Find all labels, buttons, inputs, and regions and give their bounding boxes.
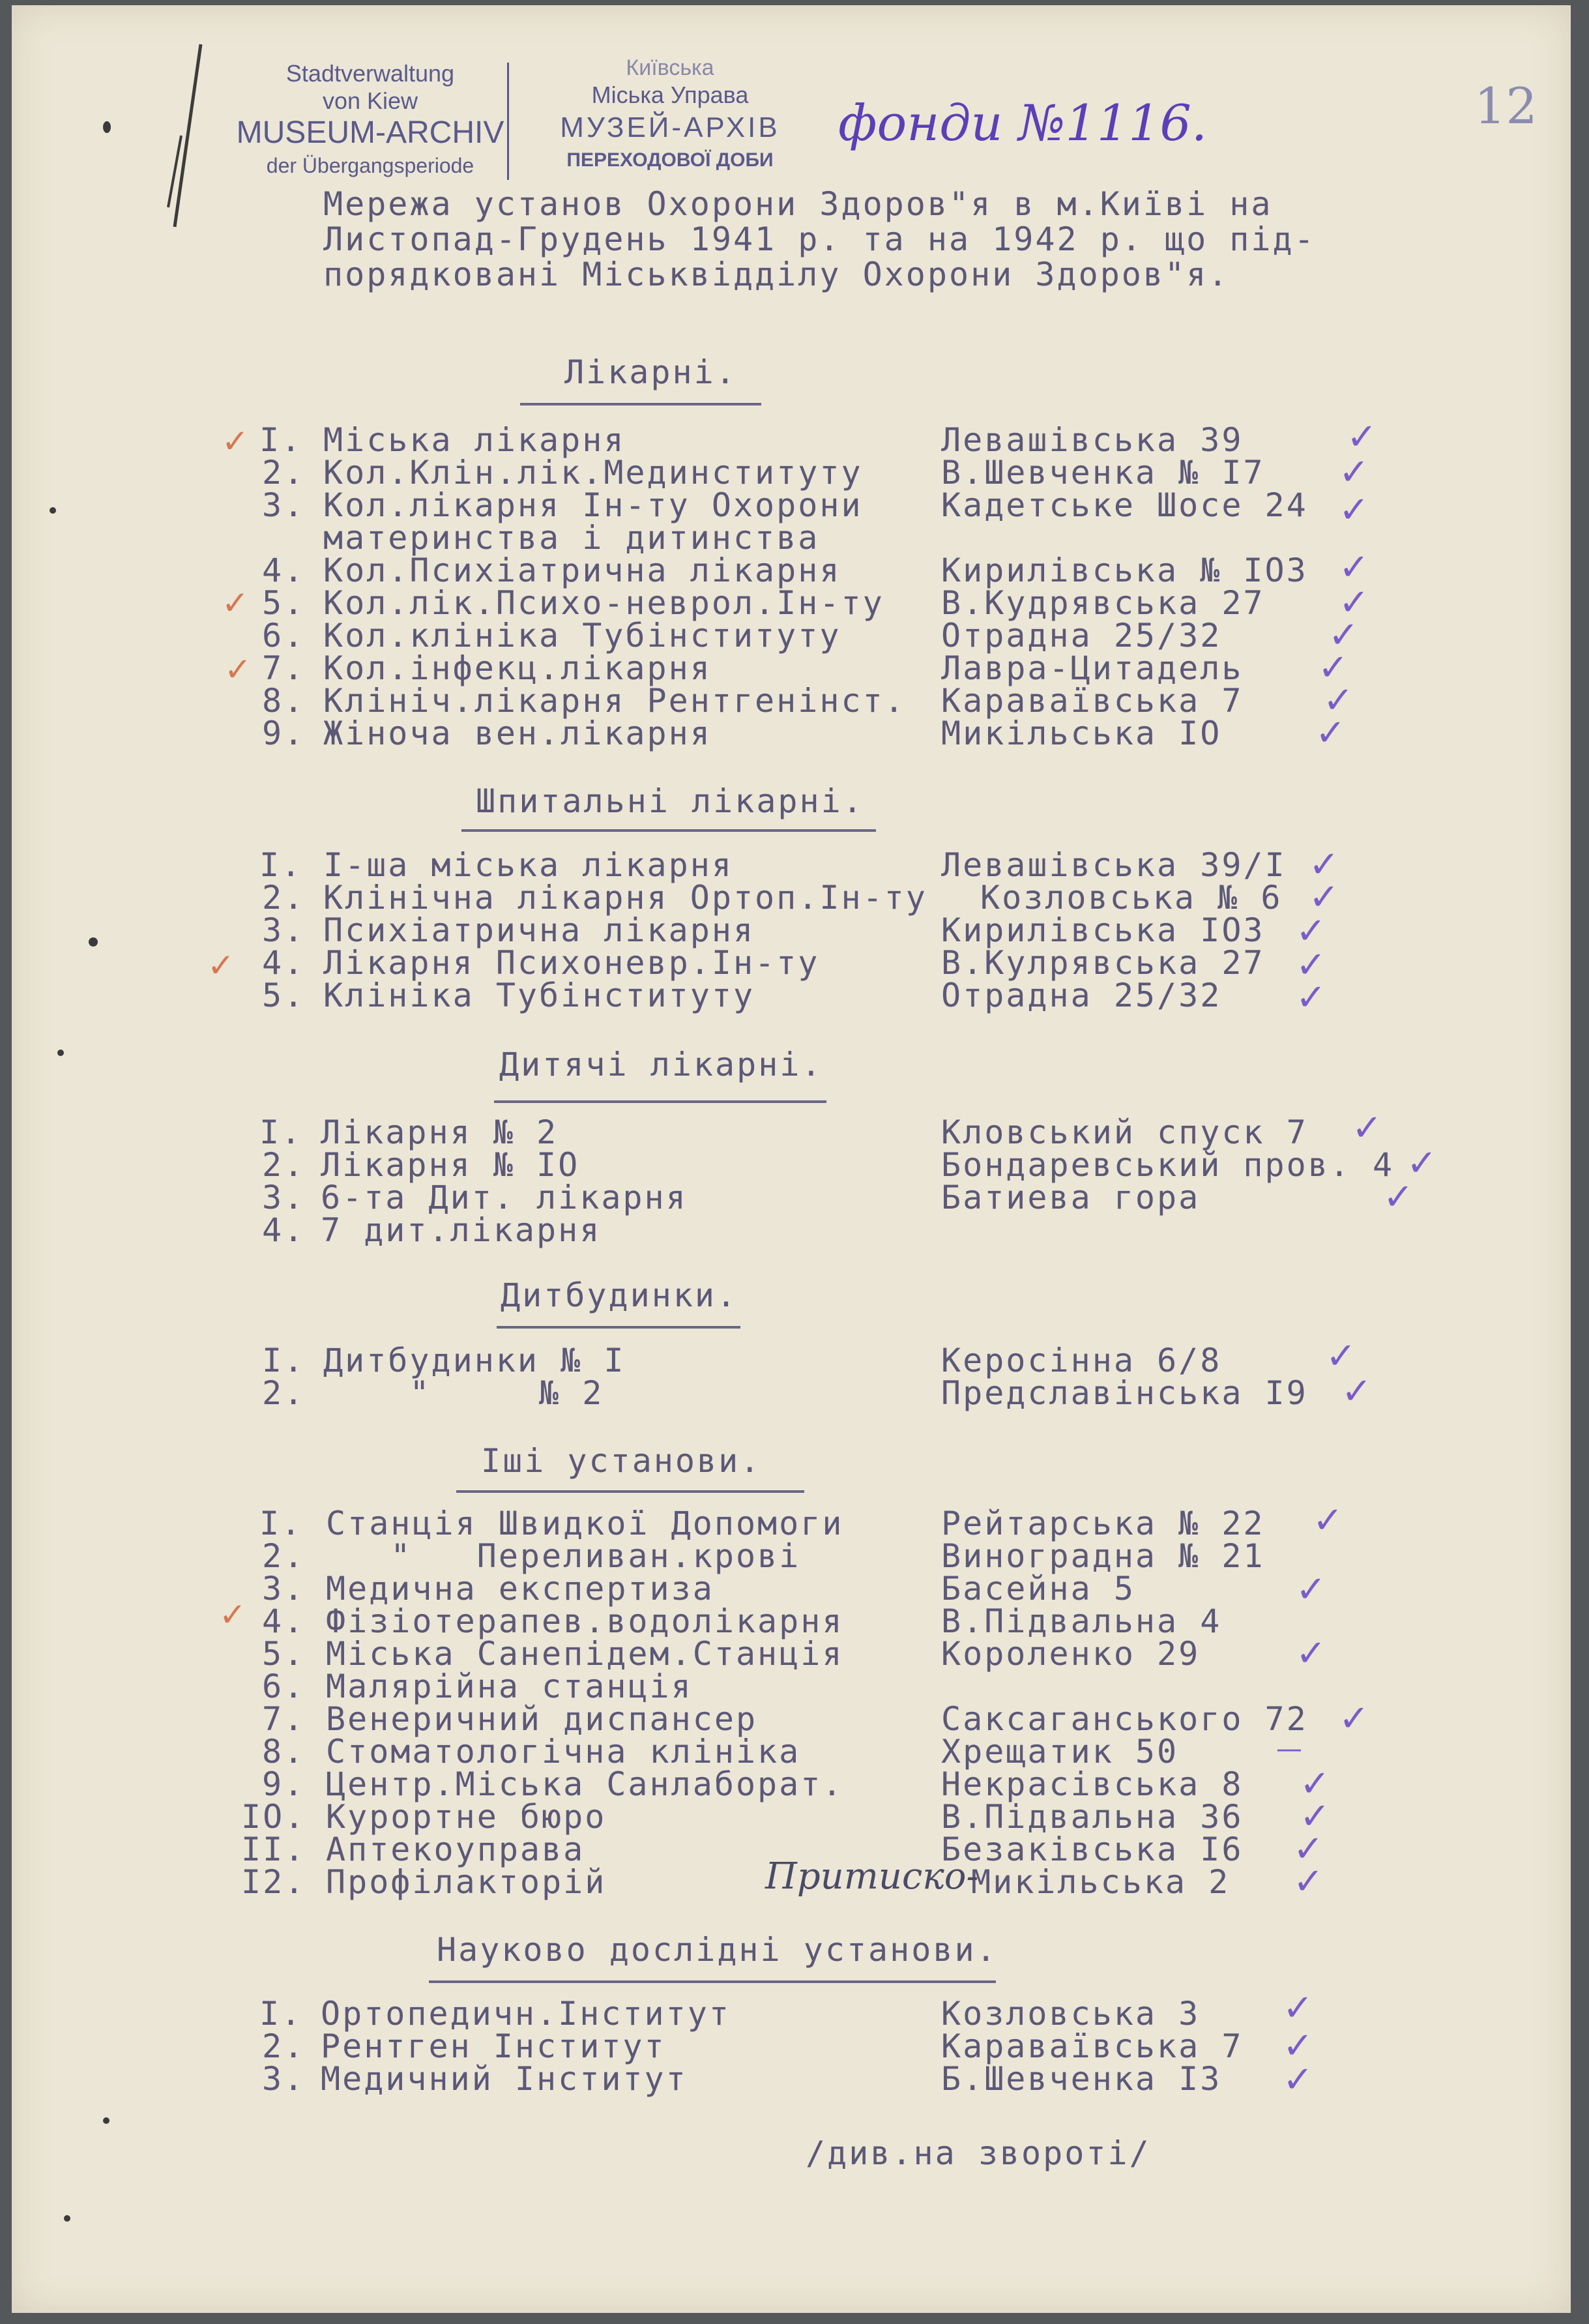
heading-underline: [461, 829, 876, 832]
check-mark-icon: ✓: [1300, 1795, 1330, 1838]
check-mark-icon: ✓: [1339, 451, 1369, 493]
check-mark-icon: ✓: [1383, 1176, 1414, 1218]
stamp-divider: [507, 63, 509, 180]
row-name: I-ша міська лікарня: [323, 846, 733, 884]
row-address: Батиева гора: [941, 1179, 1201, 1216]
section-heading: Шпитальні лікарні.: [476, 782, 864, 820]
row-address: В.Підвальна 4: [941, 1602, 1222, 1640]
row-name: Жіноча вен.лікарня: [323, 714, 712, 752]
row-address: Козловська 3: [941, 1995, 1201, 2033]
check-mark-icon: ✓: [1318, 647, 1348, 689]
row-address: Караваївська 7: [941, 682, 1244, 720]
check-mark-icon: ✓: [1296, 1568, 1326, 1611]
row-name: Кол.Клін.лік.Мединституту: [323, 454, 863, 492]
row-num: 2.: [262, 2027, 306, 2065]
check-mark-icon: ✓: [1309, 876, 1339, 919]
check-mark-icon: ✓: [1283, 2059, 1313, 2101]
row-num: 3.: [262, 911, 306, 949]
row-address: Хрещатик 50: [941, 1733, 1179, 1771]
row-num: 4.: [262, 1602, 306, 1640]
row-address: Отрадна 25/32: [941, 977, 1222, 1014]
archive-stamp-ua: [520, 55, 820, 175]
row-num: 2.: [262, 879, 306, 917]
row-num: 2.: [262, 454, 306, 492]
row-address: Кадетське Шосе 24: [941, 486, 1308, 524]
check-mark-icon: ✓: [1296, 977, 1326, 1019]
row-num: 5.: [262, 584, 306, 622]
section-heading: Іші установи.: [481, 1442, 762, 1480]
row-address: Бондаревський пров. 4: [941, 1146, 1395, 1184]
row-name: Кол.інфекц.лікарня: [323, 649, 712, 687]
section-heading: Дитячі лікарні.: [499, 1046, 823, 1083]
page-number: 12: [1474, 77, 1538, 135]
check-mark-icon: ✓: [1326, 1335, 1356, 1377]
check-mark-icon: ✓: [1296, 1632, 1326, 1675]
document-page: [12, 5, 1571, 2313]
row-name: Дитбудинки № I: [323, 1342, 626, 1379]
check-mark-icon: ✓: [1341, 1370, 1372, 1413]
stamp-ua-line4: ПЕРЕХОДОВОЇ ДОБИ: [566, 149, 774, 171]
row-address: Саксаганського 72: [941, 1700, 1308, 1738]
stamp-ua-line3: МУЗЕЙ-АРХІВ: [560, 111, 780, 143]
stamp-de-line4: der Übergangsperiode: [266, 154, 474, 177]
row-name: Кол.лікарня Ін-ту Охорони: [323, 486, 863, 524]
red-check-mark-icon: ✓: [219, 1596, 246, 1634]
row-num: 2.: [262, 1146, 306, 1184]
check-mark-icon: ✓: [1300, 1763, 1330, 1805]
row-address: Керосінна 6/8: [941, 1342, 1222, 1379]
row-num: I.: [262, 1342, 306, 1379]
row-name: Рентген Інститут: [321, 2027, 666, 2065]
row-num: 6.: [262, 1668, 306, 1705]
row-num: IO.: [241, 1798, 306, 1836]
row-address: Левашівська 39: [941, 421, 1244, 459]
check-mark-icon: —: [1276, 1734, 1302, 1764]
row-name: Фізіотерапев.водолікарня: [326, 1602, 844, 1640]
row-num: I.: [259, 1505, 303, 1542]
red-check-mark-icon: ✓: [222, 422, 249, 460]
binder-hole: [103, 121, 111, 133]
row-address: Виноградна № 21: [941, 1537, 1265, 1575]
title-line-2: Листопад-Грудень 1941 р. та на 1942 р. що під-: [323, 220, 1316, 258]
row-name: Курортне бюро: [326, 1798, 607, 1836]
row-name: Клініч.лікарня Рентгенінст.: [323, 682, 906, 720]
row-num: 9.: [262, 1765, 306, 1803]
row-num: I.: [259, 421, 303, 459]
row-name: Станція Швидкої Допомоги: [326, 1505, 844, 1542]
row-address: Кловський спуск 7: [941, 1113, 1308, 1151]
handwritten-note: Притиско-: [765, 1855, 979, 1898]
row-num: 5.: [262, 1635, 306, 1673]
row-num: I.: [259, 1995, 303, 2033]
binder-hole: [103, 2117, 109, 2124]
row-num: 3.: [262, 2060, 306, 2098]
row-name: Клінічна лікарня Ортоп.Ін-ту: [323, 879, 927, 917]
heading-underline: [520, 403, 761, 405]
row-address: Левашівська 39/I: [941, 846, 1287, 884]
check-mark-icon: ✓: [1339, 581, 1369, 624]
row-address: Б.Шевченка I3: [941, 2060, 1222, 2098]
row-num: 3.: [262, 1570, 306, 1608]
row-name: материнства і дитинства: [323, 519, 820, 557]
check-mark-icon: ✓: [1293, 1828, 1324, 1870]
check-mark-icon: ✓: [1313, 1499, 1343, 1542]
red-check-mark-icon: ✓: [224, 651, 252, 688]
row-address: Отрадна 25/32: [941, 617, 1222, 655]
check-mark-icon: ✓: [1347, 416, 1377, 458]
check-mark-icon: ✓: [1407, 1142, 1437, 1184]
row-name: Міська лікарня: [323, 421, 626, 459]
check-mark-icon: ✓: [1283, 2025, 1313, 2067]
row-address: Короленко 29: [941, 1635, 1201, 1673]
heading-underline: [497, 1326, 740, 1329]
row-address: Некрасівська 8: [941, 1765, 1244, 1803]
row-address: Басейна 5: [941, 1570, 1135, 1608]
row-address: Кирилівська № IO3: [941, 552, 1308, 589]
row-name: Стоматологічна клініка: [326, 1733, 801, 1771]
row-num: 8.: [262, 1733, 306, 1771]
check-mark-icon: ✓: [1283, 1987, 1313, 2029]
check-mark-icon: ✓: [1339, 546, 1369, 589]
row-address: Безаківська I6: [941, 1831, 1244, 1868]
row-name: Медичний Інститут: [321, 2060, 688, 2098]
row-name: Психіатрична лікарня: [323, 911, 755, 949]
row-address: Предславінська I9: [941, 1374, 1308, 1412]
row-name: 6-та Дит. лікарня: [321, 1179, 688, 1216]
stamp-ua-line2: Міська Управа: [591, 81, 749, 108]
row-name: Ортопедичн.Інститут: [321, 1995, 731, 2033]
row-name: Венеричний диспансер: [326, 1700, 758, 1738]
row-num: II.: [241, 1831, 306, 1868]
row-num: 2.: [262, 1537, 306, 1575]
row-num: 4.: [262, 1211, 306, 1249]
row-name: Лікарня Психоневр.Ін-ту: [323, 944, 820, 982]
check-mark-icon: ✓: [1323, 679, 1354, 722]
heading-underline: [456, 1490, 804, 1493]
fond-number-note: фонди №1116.: [838, 94, 1208, 152]
row-num: 3.: [262, 486, 306, 524]
row-name: Кол.клініка Тубінституту: [323, 617, 841, 655]
red-check-mark-icon: ✓: [222, 584, 249, 622]
check-mark-icon: ✓: [1315, 712, 1346, 754]
row-address: Караваївська 7: [941, 2027, 1244, 2065]
heading-underline: [494, 1100, 826, 1103]
row-address: В.Підвальна 36: [941, 1798, 1244, 1836]
check-mark-icon: ✓: [1293, 1861, 1324, 1903]
row-address: В.Кулрявська 27: [941, 944, 1265, 982]
check-mark-icon: ✓: [1296, 910, 1326, 952]
row-num: 7.: [262, 649, 306, 687]
binder-hole: [57, 1050, 64, 1056]
section-heading: Дитбудинки.: [501, 1276, 738, 1314]
title-line-1: Мережа установ Охорони Здоров"я в м.Київі на: [323, 185, 1273, 223]
row-address: Кирилівська IO3: [941, 911, 1265, 949]
row-name: Лікарня № 2: [321, 1113, 559, 1151]
check-mark-icon: ✓: [1339, 1698, 1369, 1740]
row-name: Центр.Міська Санлаборат.: [326, 1765, 844, 1803]
row-name: " № 2: [323, 1374, 604, 1412]
row-num: 7.: [262, 1700, 306, 1738]
row-name: Малярійна станція: [326, 1668, 693, 1705]
row-name: " Переливан.крові: [326, 1537, 801, 1575]
row-num: 6.: [262, 617, 306, 655]
archive-stamp: [220, 60, 520, 180]
row-num: I2.: [241, 1863, 306, 1901]
row-name: Кол.лік.Психо-неврол.Ін-ту: [323, 584, 884, 622]
row-num: 9.: [262, 714, 306, 752]
row-num: 5.: [262, 977, 306, 1014]
section-heading: Науково дослідні установи.: [437, 1931, 998, 1969]
footer-note: /див.на звороті/: [806, 2134, 1151, 2172]
check-mark-icon: ✓: [1339, 489, 1369, 531]
stamp-de-line1: Stadtverwaltung: [285, 60, 455, 87]
binder-hole: [50, 507, 56, 514]
row-num: 4.: [262, 552, 306, 589]
red-check-mark-icon: ✓: [207, 947, 235, 984]
row-name: Аптекоуправа: [326, 1831, 585, 1868]
row-name: Медична експертиза: [326, 1570, 714, 1608]
row-address: Козловська № 6: [980, 879, 1283, 917]
check-mark-icon: ✓: [1296, 944, 1326, 986]
row-name: Кол.Психіатрична лікарня: [323, 552, 841, 589]
row-num: 4.: [262, 944, 306, 982]
row-address: В.Шевченка № I7: [941, 454, 1265, 492]
row-name: Клініка Тубінституту: [323, 977, 755, 1014]
heading-underline: [429, 1980, 996, 1983]
row-num: I.: [259, 846, 303, 884]
row-name: Профілакторій: [326, 1863, 607, 1901]
row-name: Міська Санепідем.Станція: [326, 1635, 844, 1673]
title-line-3: порядковані Міськвідділу Охорони Здоров"я.: [323, 256, 1230, 293]
row-num: I.: [259, 1113, 303, 1151]
binder-hole: [89, 937, 98, 947]
stamp-de-line3: MUSEUM-ARCHIV: [236, 115, 504, 150]
row-num: 8.: [262, 682, 306, 720]
row-address: В.Кудрявська 27: [941, 584, 1265, 622]
row-address: Лавра-Цитадель: [941, 649, 1244, 687]
row-address: Микільська 2: [971, 1863, 1231, 1901]
stamp-ua-line1: Київська: [626, 55, 714, 80]
check-mark-icon: ✓: [1328, 614, 1359, 656]
binder-hole: [64, 2215, 70, 2222]
row-name: Лікарня № IO: [321, 1146, 580, 1184]
check-mark-icon: ✓: [1352, 1107, 1382, 1149]
row-num: 2.: [262, 1374, 306, 1412]
row-address: Рейтарська № 22: [941, 1505, 1265, 1542]
row-address: Микільська IO: [941, 714, 1222, 752]
row-num: 3.: [262, 1179, 306, 1216]
check-mark-icon: ✓: [1309, 844, 1339, 886]
row-name: 7 дит.лікарня: [321, 1211, 602, 1249]
stamp-de-line2: von Kiew: [322, 87, 418, 114]
section-heading: Лікарні.: [564, 353, 737, 391]
